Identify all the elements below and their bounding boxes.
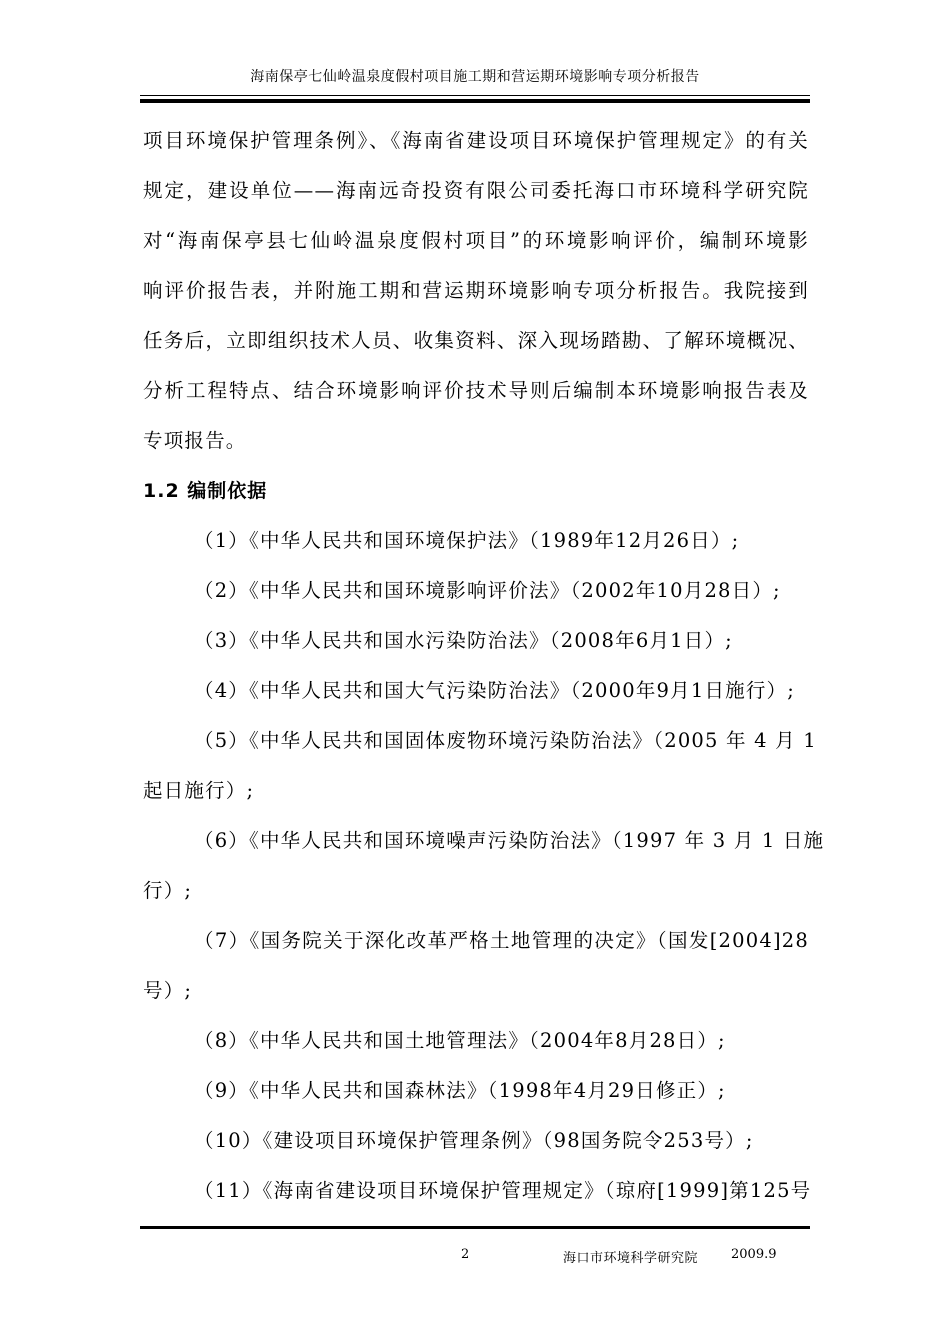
header-rule-thin [140,95,810,96]
running-header: 海南保亭七仙岭温泉度假村项目施工期和营运期环境影响专项分析报告 [250,69,700,85]
page-number: 2 [461,1247,470,1262]
paragraph-line: 对“海南保亭县七仙岭温泉度假村项目”的环境影响评价，编制环境影 [143,229,809,252]
basis-item: （9）《中华人民共和国森林法》（1998年4月29日修正）; [194,1079,726,1102]
basis-item: （10）《建设项目环境保护管理条例》（98国务院令253号）; [194,1129,754,1152]
basis-item: （8）《中华人民共和国土地管理法》（2004年8月28日）; [194,1029,726,1052]
header-rule-thick [140,99,810,103]
footer-date: 2009.9 [731,1247,777,1262]
paragraph-line: 规定，建设单位——海南远奇投资有限公司委托海口市环境科学研究院 [143,179,809,202]
paragraph-line: 分析工程特点、结合环境影响评价技术导则后编制本环境影响报告表及 [143,379,809,402]
basis-item: （1）《中华人民共和国环境保护法》（1989年12月26日）; [194,529,740,552]
basis-item-continuation: 号）; [143,979,193,1002]
footer-organization: 海口市环境科学研究院 [563,1251,699,1266]
basis-item: （7）《国务院关于深化改革严格土地管理的决定》（国发[2004]28 [194,929,809,952]
basis-item-continuation: 起日施行）; [143,779,255,802]
footer-rule [140,1226,810,1229]
paragraph-line: 项目环境保护管理条例》、《海南省建设项目环境保护管理规定》的有关 [143,129,809,152]
basis-item-continuation: 行）; [143,879,193,902]
section-heading: 1.2 编制依据 [143,480,268,502]
paragraph-line: 专项报告。 [143,429,247,452]
paragraph-line: 任务后，立即组织技术人员、收集资料、深入现场踏勘、了解环境概况、 [143,329,809,352]
paragraph-line: 响评价报告表，并附施工期和营运期环境影响专项分析报告。我院接到 [143,279,809,302]
basis-item: （5）《中华人民共和国固体废物环境污染防治法》（2005 年 4 月 1 [194,729,817,752]
basis-item: （11）《海南省建设项目环境保护管理规定》（琼府[1999]第125号 [194,1179,812,1202]
basis-item: （3）《中华人民共和国水污染防治法》（2008年6月1日）; [194,629,733,652]
page-body [143,116,825,1216]
basis-item: （4）《中华人民共和国大气污染防治法》（2000年9月1日施行）; [194,679,796,702]
basis-item: （6）《中华人民共和国环境噪声污染防治法》（1997 年 3 月 1 日施 [194,829,825,852]
basis-item: （2）《中华人民共和国环境影响评价法》（2002年10月28日）; [194,579,781,602]
